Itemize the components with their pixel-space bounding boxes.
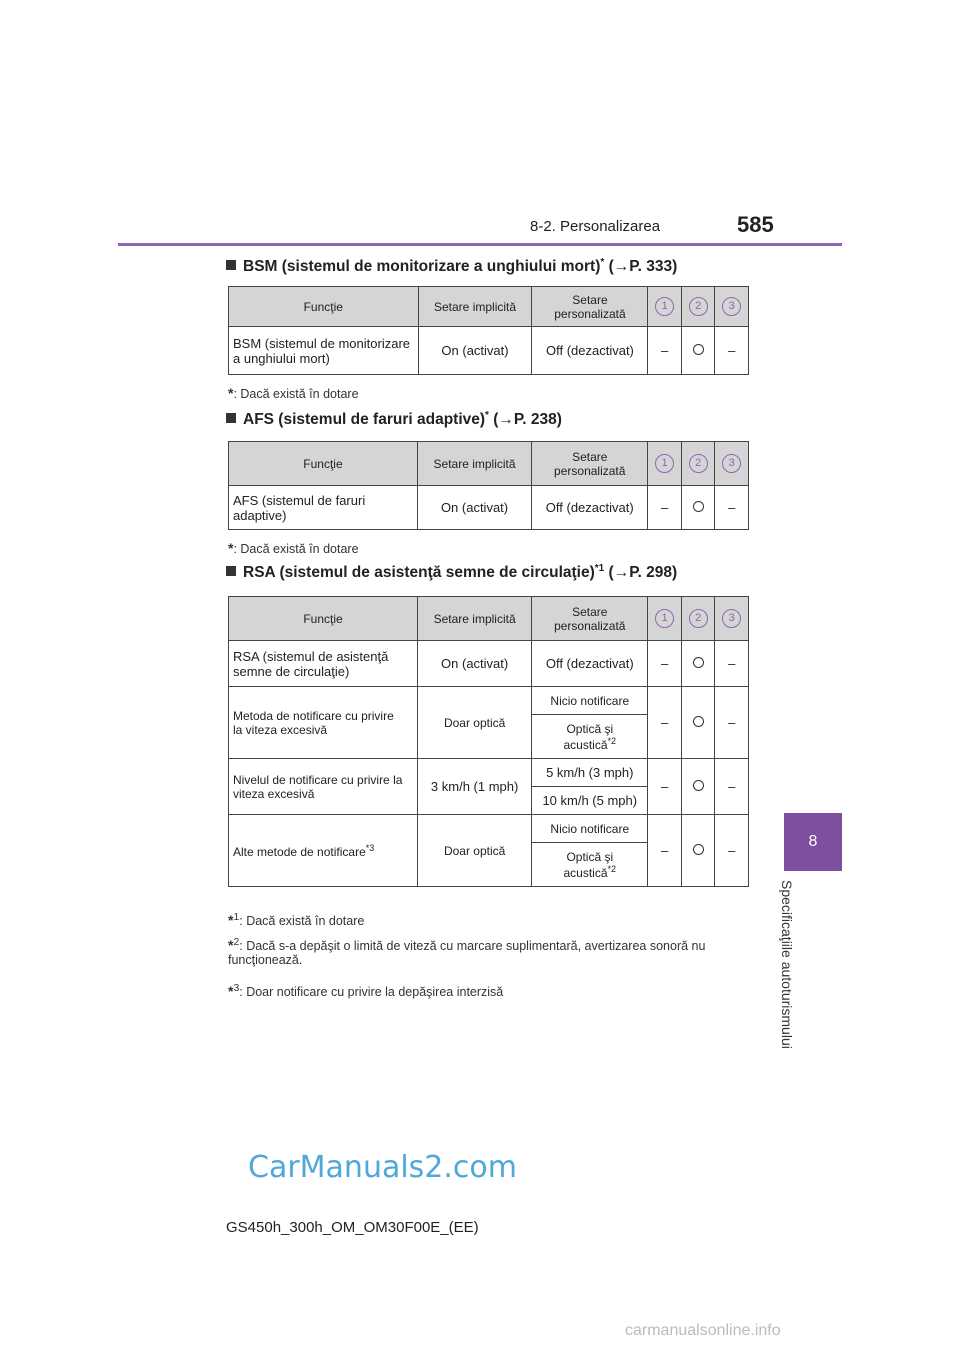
cell-function: Nivelul de notificare cu privire la viteza excesivă	[229, 759, 418, 815]
table-row	[229, 641, 749, 687]
arrow-icon: →	[613, 258, 630, 276]
circle-icon	[693, 501, 704, 512]
bullet-square-icon	[226, 260, 236, 270]
section-title-text: RSA (sistemul de asistenţă semne de circulaţie)	[243, 564, 595, 582]
col-header-2: 2	[681, 597, 715, 641]
cell-dash: –	[648, 687, 682, 759]
col-header-2: 2	[681, 442, 715, 486]
arrow-icon: →	[498, 411, 514, 429]
cell-circle	[681, 486, 715, 530]
table-rsa	[228, 596, 749, 887]
cell-circle	[681, 641, 715, 687]
header-rule	[118, 243, 842, 246]
cell-dash: –	[715, 687, 749, 759]
watermark-2: carmanualsonline.info	[625, 1322, 781, 1339]
footnote: *: Dacă există în dotare	[228, 385, 359, 401]
chapter-label-text: Specificaţiile autoturismului	[779, 880, 795, 1049]
table-bsm	[228, 286, 749, 375]
table-row	[229, 759, 749, 787]
page-ref[interactable]: P. 333	[629, 258, 673, 276]
section-title-text: BSM (sistemul de monitorizare a unghiului mort)	[243, 258, 601, 276]
cell-default: Doar optică	[418, 687, 532, 759]
table-row	[229, 327, 749, 375]
cell-custom: Optică şi acustică$^{*2}$	[532, 715, 648, 759]
col-header-custom: Setare personalizată	[532, 442, 648, 486]
col-header-1: 1	[648, 442, 682, 486]
col-header-2: 2	[681, 287, 715, 327]
cell-function: BSM (sistemul de monitorizare a unghiului mort)	[229, 327, 419, 375]
circle-icon	[693, 780, 704, 791]
footnote-2: *$^2$: Dacă s-a depăşit o limită de viteză cu marcare suplimentară, avertizarea sonoră nu funcţionează.	[228, 937, 706, 968]
col-header-default: Setare implicită	[417, 442, 531, 486]
cell-default: Doar optică	[418, 815, 532, 887]
cell-dash: –	[715, 486, 749, 530]
watermark: CarManuals2.com	[248, 1150, 518, 1185]
col-header-function: Funcţie	[229, 442, 418, 486]
footnote-star: *	[600, 257, 605, 268]
cell-dash: –	[648, 327, 682, 375]
cell-circle	[681, 327, 715, 375]
circle-icon	[693, 716, 704, 727]
col-header-default: Setare implicită	[418, 597, 532, 641]
cell-custom: Off (dezactivat)	[532, 327, 648, 375]
table-row	[229, 687, 749, 715]
page-number: 585	[737, 212, 774, 237]
bullet-square-icon	[226, 413, 236, 423]
table-row	[229, 486, 749, 530]
col-header-function: Funcţie	[229, 597, 418, 641]
footer-code: GS450h_300h_OM_OM30F00E_(EE)	[226, 1219, 479, 1236]
col-header-3: 3	[715, 442, 749, 486]
cell-default: 3 km/h (1 mph)	[418, 759, 532, 815]
footnote-3: *$^3$: Doar notificare cu privire la depăşirea interzisă	[228, 983, 504, 1000]
footnote-star-1: *1	[594, 563, 605, 574]
section-title-text: AFS (sistemul de faruri adaptive)	[243, 411, 486, 429]
chapter-side-label	[773, 880, 813, 1049]
col-header-custom: Setare personalizată	[532, 597, 648, 641]
cell-circle	[681, 759, 715, 815]
cell-default: On (activat)	[418, 641, 532, 687]
cell-default: On (activat)	[418, 327, 532, 375]
col-header-3: 3	[715, 287, 749, 327]
cell-circle	[681, 815, 715, 887]
cell-dash: –	[648, 759, 682, 815]
section-title-rsa: RSA (sistemul de asistenţă semne de circulaţie)$^{*1}$ (→P. 298)	[226, 563, 677, 582]
section-header: 8-2. Personalizarea	[530, 218, 661, 235]
circle-icon	[693, 844, 704, 855]
cell-custom: Nicio notificare	[532, 815, 648, 843]
table-row	[229, 815, 749, 843]
cell-dash: –	[715, 327, 749, 375]
col-header-default: Setare implicită	[418, 287, 532, 327]
cell-circle	[681, 687, 715, 759]
cell-function: RSA (sistemul de asistenţă semne de circulaţie)	[229, 641, 418, 687]
col-header-function: Funcţie	[229, 287, 419, 327]
cell-custom: Off (dezactivat)	[532, 486, 648, 530]
col-header-custom: Setare personalizată	[532, 287, 648, 327]
section-title-bsm: BSM (sistemul de monitorizare a unghiului mort)* (→P. 333)	[226, 257, 677, 276]
cell-function: Alte metode de notificare$^{*3}$	[229, 815, 418, 887]
cell-custom: Nicio notificare	[532, 687, 648, 715]
footnote-1: *$^1$: Dacă există în dotare	[228, 912, 365, 929]
section-title-afs: AFS (sistemul de faruri adaptive)* (→P. 238)	[226, 410, 562, 429]
footnote-star: *	[485, 410, 489, 421]
page-ref[interactable]: P. 298	[629, 564, 673, 582]
cell-dash: –	[715, 641, 749, 687]
cell-dash: –	[715, 815, 749, 887]
chapter-tab: 8	[784, 813, 842, 871]
footnote: *: Dacă există în dotare	[228, 540, 359, 556]
arrow-icon: →	[613, 564, 630, 582]
cell-function: Metoda de notificare cu privire la viteza excesivă	[229, 687, 418, 759]
cell-dash: –	[648, 641, 682, 687]
cell-function: AFS (sistemul de faruri adaptive)	[229, 486, 418, 530]
circle-icon	[693, 657, 704, 668]
circle-icon	[693, 344, 704, 355]
page-ref[interactable]: P. 238	[513, 411, 557, 429]
cell-custom: Optică şi acustică$^{*2}$	[532, 843, 648, 887]
cell-default: On (activat)	[417, 486, 531, 530]
cell-dash: –	[648, 815, 682, 887]
cell-custom: 5 km/h (3 mph)	[532, 759, 648, 787]
cell-dash: –	[715, 759, 749, 815]
cell-custom: Off (dezactivat)	[532, 641, 648, 687]
table-afs	[228, 441, 749, 530]
bullet-square-icon	[226, 566, 236, 576]
cell-custom: 10 km/h (5 mph)	[532, 787, 648, 815]
cell-dash: –	[648, 486, 682, 530]
col-header-3: 3	[715, 597, 749, 641]
col-header-1: 1	[648, 597, 682, 641]
col-header-1: 1	[648, 287, 682, 327]
